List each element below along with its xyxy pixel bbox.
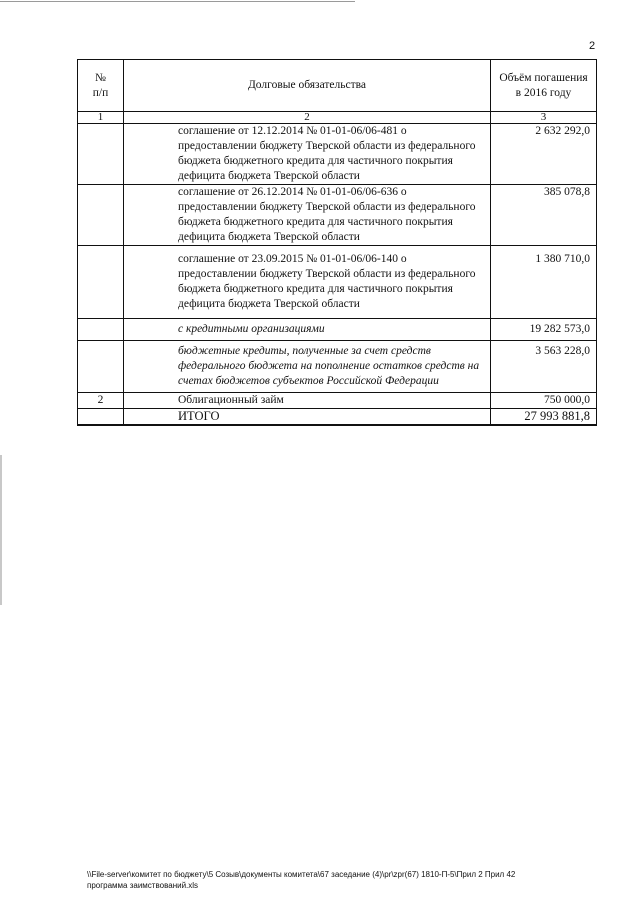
row-description: бюджетные кредиты, полученные за счет средств федерального бюджета на пополнение остатков средств на счетах бюджетов субъектов Российской Федерации <box>124 341 491 393</box>
row-description: с кредитными организациями <box>124 319 491 341</box>
row-amount: 750 000,0 <box>491 393 597 409</box>
header-number-line2: п/п <box>92 86 109 99</box>
column-index-1: 1 <box>78 112 124 124</box>
table-row <box>78 185 597 246</box>
row-amount: 3 563 228,0 <box>491 341 597 393</box>
row-number <box>78 185 124 246</box>
header-number-line1: № <box>95 71 106 84</box>
column-index-3: 3 <box>491 112 597 124</box>
row-description: Облигационный займ <box>124 393 491 409</box>
total-number <box>78 409 124 426</box>
row-number <box>78 246 124 319</box>
row-amount: 19 282 573,0 <box>491 319 597 341</box>
page-number: 2 <box>589 40 596 52</box>
header-volume-cell <box>491 60 597 112</box>
row-number <box>78 341 124 393</box>
table-header-row <box>78 60 597 112</box>
table-row <box>78 319 597 341</box>
table-row <box>78 393 597 409</box>
total-amount: 27 993 881,8 <box>491 409 597 426</box>
scan-edge-mark <box>0 455 2 605</box>
row-amount: 1 380 710,0 <box>491 246 597 319</box>
top-divider-line <box>0 1 355 2</box>
row-amount: 385 078,8 <box>491 185 597 246</box>
column-index-row <box>78 112 597 124</box>
row-number: 2 <box>78 393 124 409</box>
table-row <box>78 246 597 319</box>
row-description: соглашение от 26.12.2014 № 01-01-06/06-636 о предоставлении бюджету Тверской области из федерального бюджета бюджетного кредита для частичного покрытия дефицита бюджета Тверской области <box>124 185 491 246</box>
row-description: соглашение от 23.09.2015 № 01-01-06/06-140 о предоставлении бюджету Тверской области из федерального бюджета бюджетного кредита для частичного покрытия дефицита бюджета Тверской области <box>124 246 491 319</box>
header-volume-line2: в 2016 году <box>515 86 572 99</box>
header-volume-line1: Объём погашения <box>499 71 588 84</box>
table-row <box>78 124 597 185</box>
debt-obligations-table <box>77 59 597 426</box>
row-number <box>78 124 124 185</box>
row-description: соглашение от 12.12.2014 № 01-01-06/06-481 о предоставлении бюджету Тверской области из федерального бюджета бюджетного кредита для частичного покрытия дефицита бюджета Тверской области <box>124 124 491 185</box>
footer-file-path: \\File-server\комитет по бюджету\5 Созыв\документы комитета\67 заседание (4)\pr\zpr(67) 1810-П-5\Прил 2 Прил 42 программа заимствований.xls <box>87 870 516 890</box>
header-number-cell <box>78 60 124 112</box>
table-row <box>78 341 597 393</box>
header-obligations-cell: Долговые обязательства <box>124 60 491 112</box>
total-label: ИТОГО <box>124 409 491 426</box>
row-number <box>78 319 124 341</box>
column-index-2: 2 <box>124 112 491 124</box>
total-row <box>78 409 597 426</box>
row-amount: 2 632 292,0 <box>491 124 597 185</box>
